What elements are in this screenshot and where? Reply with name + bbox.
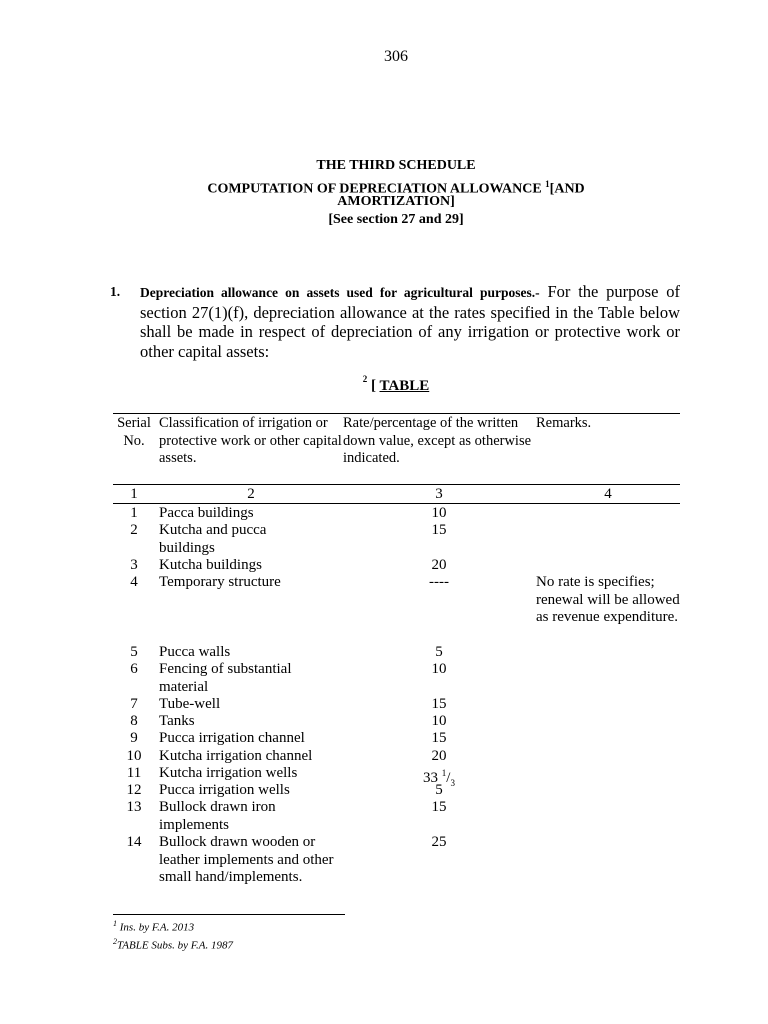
row-6-rate: 10	[431, 661, 447, 677]
footnote-rule	[113, 914, 345, 915]
footnote-1: $^1$ Ins. by F.A. 2013	[113, 919, 195, 934]
schedule-title: THE THIRD SCHEDULE	[316, 158, 476, 173]
row-8-item: Tanks	[159, 713, 195, 729]
row-3-serial: 3	[130, 557, 138, 573]
row-10-rate: 20	[431, 748, 447, 764]
section-body	[140, 282, 680, 361]
row-9-item: Pucca irrigation channel	[159, 730, 305, 746]
row-2-serial: 2	[130, 522, 138, 538]
row-2-item: Kutcha and pucca buildings	[159, 522, 267, 556]
row-1-rate: 10	[431, 505, 447, 521]
schedule-reference: [See section 27 and 29]	[328, 212, 464, 227]
colnum-3: 3	[435, 486, 443, 502]
header-serial: Serial No.	[117, 415, 151, 449]
section-text: For the purpose of section 27(1)(f), depreciation allowance at the rates specified in the Table below shall be made in respect of depreciation of any irrigation or protective work or other capital assets:	[140, 282, 680, 361]
row-11-serial: 11	[126, 765, 142, 781]
table-header-rule	[113, 484, 680, 485]
row-10-item: Kutcha irrigation channel	[159, 748, 313, 764]
footnote-2: $^2$TABLE Subs. by F.A. 1987	[113, 937, 234, 952]
row-12-item: Pucca irrigation wells	[159, 782, 290, 798]
header-classification: Classification of irrigation or protective work or other capital assets.	[159, 415, 342, 466]
row-9-serial: 9	[130, 730, 138, 746]
row-13-rate: 15	[431, 799, 447, 815]
row-7-serial: 7	[130, 696, 138, 712]
row-3-rate: 20	[431, 557, 447, 573]
schedule-subtitle-cont: AMORTIZATION]	[337, 194, 455, 209]
row-1-item: Pacca buildings	[159, 505, 254, 521]
colnum-4: 4	[604, 486, 612, 502]
row-5-rate: 5	[435, 644, 443, 660]
colnum-1: 1	[130, 486, 138, 502]
section-number: 1.	[110, 284, 121, 299]
row-4-serial: 4	[130, 574, 138, 590]
row-5-item: Pucca walls	[159, 644, 231, 660]
row-8-rate: 10	[431, 713, 447, 729]
table-top-rule	[113, 413, 680, 414]
row-7-item: Tube-well	[159, 696, 221, 712]
header-remarks: Remarks.	[536, 415, 592, 431]
row-12-serial: 12	[126, 782, 142, 798]
row-12-rate: 5	[435, 782, 443, 798]
row-8-serial: 8	[130, 713, 138, 729]
row-10-serial: 10	[126, 748, 142, 764]
row-14-serial: 14	[126, 834, 142, 850]
section-lead: Depreciation allowance on assets used for agricultural purposes.-	[140, 285, 540, 300]
header-rate: Rate/percentage of the written down value, except as otherwise indicated.	[343, 415, 532, 466]
row-6-serial: 6	[130, 661, 138, 677]
schedule-subtitle: COMPUTATION OF DEPRECIATION ALLOWANCE $^1$[AND	[207, 179, 585, 197]
row-3-item: Kutcha buildings	[159, 557, 262, 573]
row-4-rate: ----	[429, 574, 449, 590]
row-1-serial: 1	[130, 505, 138, 521]
table-title: $^2$ [ TABLE	[362, 374, 430, 394]
row-5-serial: 5	[130, 644, 138, 660]
row-7-rate: 15	[431, 696, 447, 712]
row-4-item: Temporary structure	[159, 574, 281, 590]
page-number: 306	[384, 48, 408, 65]
row-11-item: Kutcha irrigation wells	[159, 765, 298, 781]
row-4-remarks: No rate is specifies; renewal will be allowed as revenue expenditure.	[536, 574, 680, 625]
colnum-2: 2	[247, 486, 255, 502]
row-11-rate: 33 $^1/_3$	[423, 768, 455, 788]
row-13-item: Bullock drawn iron implements	[159, 799, 276, 833]
row-14-item: Bullock drawn wooden or leather implements and other small hand/implements.	[159, 834, 334, 885]
row-6-item: Fencing of substantial material	[159, 661, 292, 695]
row-13-serial: 13	[126, 799, 142, 815]
row-14-rate: 25	[431, 834, 447, 850]
row-9-rate: 15	[431, 730, 447, 746]
row-2-rate: 15	[431, 522, 447, 538]
